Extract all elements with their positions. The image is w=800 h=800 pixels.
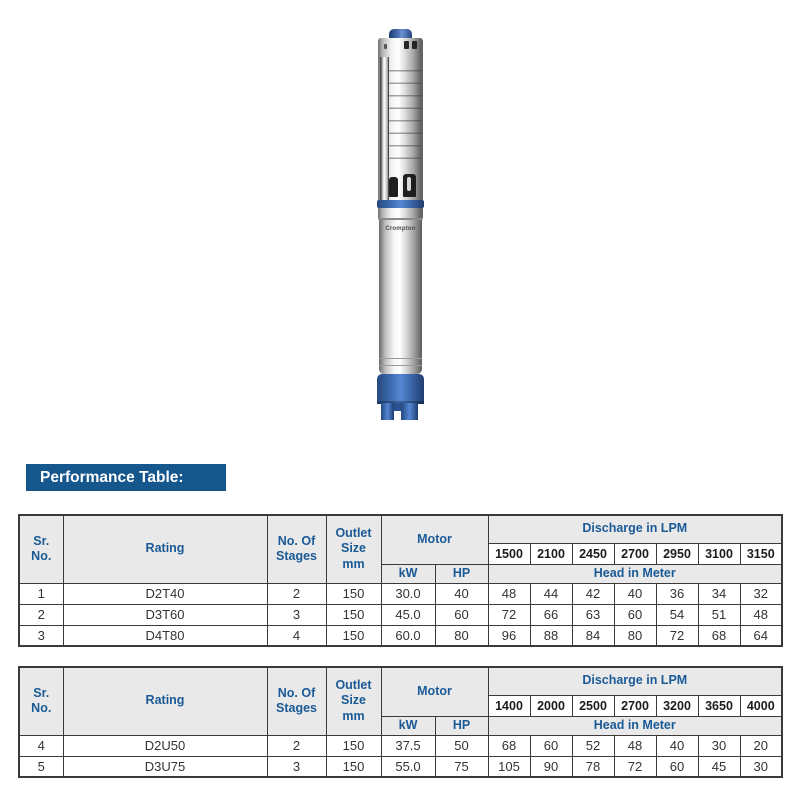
discharge-lpm-value: 2700 bbox=[614, 695, 656, 716]
performance-table-2 bbox=[18, 666, 783, 778]
col-header-rating: Rating bbox=[63, 515, 267, 583]
col-header-kw: kW bbox=[381, 716, 435, 735]
table-cell: 42 bbox=[572, 583, 614, 604]
table-cell: 20 bbox=[740, 735, 782, 756]
table-cell: 75 bbox=[435, 756, 488, 777]
table-cell: 2 bbox=[267, 735, 326, 756]
col-header-motor: Motor bbox=[381, 515, 488, 564]
pump-base bbox=[377, 374, 424, 420]
table-cell: 54 bbox=[656, 604, 698, 625]
table-cell: 2 bbox=[267, 583, 326, 604]
performance-table-1 bbox=[18, 514, 783, 647]
discharge-lpm-value: 3650 bbox=[698, 695, 740, 716]
table-cell: 4 bbox=[19, 735, 63, 756]
suction-opening bbox=[389, 177, 398, 197]
cable-slot bbox=[404, 41, 409, 49]
table-cell: 40 bbox=[435, 583, 488, 604]
col-header-outlet: Outlet Size mm bbox=[326, 667, 381, 735]
table-cell: 45 bbox=[698, 756, 740, 777]
table-cell: 68 bbox=[488, 735, 530, 756]
base-foot bbox=[381, 403, 394, 420]
stage-ribs bbox=[388, 59, 422, 170]
table-row bbox=[19, 583, 782, 604]
discharge-lpm-value: 4000 bbox=[740, 695, 782, 716]
base-foot bbox=[394, 403, 401, 411]
discharge-lpm-value: 2500 bbox=[572, 695, 614, 716]
col-header-head: Head in Meter bbox=[488, 716, 782, 735]
table-cell: 150 bbox=[326, 756, 381, 777]
discharge-lpm-value: 3100 bbox=[698, 543, 740, 564]
table-row bbox=[19, 604, 782, 625]
table-cell: 45.0 bbox=[381, 604, 435, 625]
base-body bbox=[377, 374, 424, 404]
table-cell: 66 bbox=[530, 604, 572, 625]
table-cell: 44 bbox=[530, 583, 572, 604]
table-cell: 1 bbox=[19, 583, 63, 604]
table-cell: 30.0 bbox=[381, 583, 435, 604]
table-row bbox=[19, 756, 782, 777]
table-cell: 72 bbox=[656, 625, 698, 646]
pump-image bbox=[377, 29, 424, 420]
discharge-lpm-value: 2700 bbox=[614, 543, 656, 564]
discharge-lpm-value: 3150 bbox=[740, 543, 782, 564]
suction-opening bbox=[403, 174, 416, 197]
col-header-discharge: Discharge in LPM bbox=[488, 515, 782, 543]
table-cell: 48 bbox=[740, 604, 782, 625]
table-cell: 3 bbox=[267, 604, 326, 625]
col-header-stages: No. Of Stages bbox=[267, 667, 326, 735]
table-cell: 60 bbox=[656, 756, 698, 777]
cable-slot bbox=[412, 41, 417, 49]
table-cell: 48 bbox=[614, 735, 656, 756]
motor-grooves bbox=[379, 358, 422, 366]
pump-motor-body bbox=[379, 220, 422, 374]
table-cell: 80 bbox=[435, 625, 488, 646]
col-header-motor: Motor bbox=[381, 667, 488, 716]
discharge-lpm-value: 2950 bbox=[656, 543, 698, 564]
table-cell: 34 bbox=[698, 583, 740, 604]
table-cell: 40 bbox=[614, 583, 656, 604]
table-cell: 64 bbox=[740, 625, 782, 646]
table-cell: D2T40 bbox=[63, 583, 267, 604]
cable-slot bbox=[384, 44, 387, 49]
discharge-lpm-value: 3200 bbox=[656, 695, 698, 716]
col-header-sr-no: Sr. No. bbox=[19, 667, 63, 735]
table-cell: 2 bbox=[19, 604, 63, 625]
table-cell: 4 bbox=[267, 625, 326, 646]
table-cell: 60.0 bbox=[381, 625, 435, 646]
table-cell: 3 bbox=[19, 625, 63, 646]
table-cell: 150 bbox=[326, 583, 381, 604]
table-cell: 32 bbox=[740, 583, 782, 604]
table-cell: 52 bbox=[572, 735, 614, 756]
col-header-head: Head in Meter bbox=[488, 564, 782, 583]
table-cell: D3T60 bbox=[63, 604, 267, 625]
col-header-outlet: Outlet Size mm bbox=[326, 515, 381, 583]
discharge-lpm-value: 1400 bbox=[488, 695, 530, 716]
table-cell: 96 bbox=[488, 625, 530, 646]
discharge-lpm-value: 2100 bbox=[530, 543, 572, 564]
table-cell: 48 bbox=[488, 583, 530, 604]
table-cell: 63 bbox=[572, 604, 614, 625]
table-cell: 68 bbox=[698, 625, 740, 646]
table-cell: 37.5 bbox=[381, 735, 435, 756]
col-header-sr-no: Sr. No. bbox=[19, 515, 63, 583]
discharge-lpm-value: 2000 bbox=[530, 695, 572, 716]
table-cell: 51 bbox=[698, 604, 740, 625]
table-cell: 30 bbox=[740, 756, 782, 777]
table-cell: 105 bbox=[488, 756, 530, 777]
table-cell: D3U75 bbox=[63, 756, 267, 777]
table-cell: 36 bbox=[656, 583, 698, 604]
table-cell: 150 bbox=[326, 604, 381, 625]
table-cell: 50 bbox=[435, 735, 488, 756]
pump-brand-label: Crompton bbox=[385, 226, 416, 232]
col-header-hp: HP bbox=[435, 564, 488, 583]
section-title: Performance Table: bbox=[40, 469, 184, 486]
col-header-stages: No. Of Stages bbox=[267, 515, 326, 583]
table-cell: 60 bbox=[435, 604, 488, 625]
table-row bbox=[19, 625, 782, 646]
table-row bbox=[19, 735, 782, 756]
col-header-rating: Rating bbox=[63, 667, 267, 735]
table-cell: 72 bbox=[614, 756, 656, 777]
coupling-collar bbox=[378, 208, 423, 220]
table-cell: 30 bbox=[698, 735, 740, 756]
base-foot bbox=[401, 403, 418, 420]
table-cell: 60 bbox=[530, 735, 572, 756]
table-cell: 5 bbox=[19, 756, 63, 777]
table-cell: 84 bbox=[572, 625, 614, 646]
col-header-kw: kW bbox=[381, 564, 435, 583]
table-cell: 88 bbox=[530, 625, 572, 646]
col-header-hp: HP bbox=[435, 716, 488, 735]
table-cell: D4T80 bbox=[63, 625, 267, 646]
discharge-lpm-value: 2450 bbox=[572, 543, 614, 564]
table-cell: 150 bbox=[326, 625, 381, 646]
pump-stage-section bbox=[378, 57, 423, 200]
table-cell: 78 bbox=[572, 756, 614, 777]
col-header-discharge: Discharge in LPM bbox=[488, 667, 782, 695]
table-cell: 72 bbox=[488, 604, 530, 625]
table-cell: 150 bbox=[326, 735, 381, 756]
table-cell: 60 bbox=[614, 604, 656, 625]
table-cell: 40 bbox=[656, 735, 698, 756]
table-cell: 90 bbox=[530, 756, 572, 777]
table-cell: 55.0 bbox=[381, 756, 435, 777]
section-title-bar bbox=[26, 464, 226, 491]
table-cell: 3 bbox=[267, 756, 326, 777]
pump-head bbox=[378, 38, 423, 58]
discharge-lpm-value: 1500 bbox=[488, 543, 530, 564]
table-cell: D2U50 bbox=[63, 735, 267, 756]
table-cell: 80 bbox=[614, 625, 656, 646]
blue-band bbox=[377, 200, 424, 208]
